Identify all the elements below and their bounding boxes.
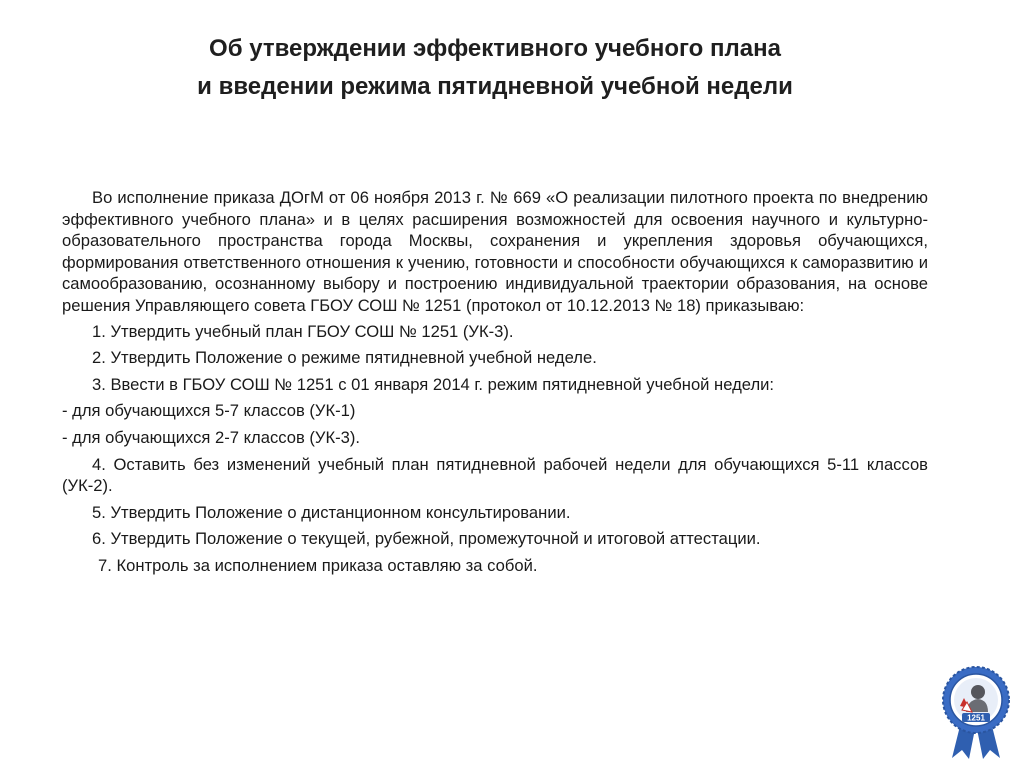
order-item-3: 3. Ввести в ГБОУ СОШ № 1251 с 01 января 2014 г. режим пятидневной учебной недели: <box>92 374 775 394</box>
order-item-4: 4. Оставить без изменений учебный план пятидневной рабочей недели для обучающихся 5-11 классов (УК-2). <box>62 454 928 496</box>
order-subitem-2-7: - для обучающихся 2-7 классов (УК-3). <box>62 427 361 447</box>
school-emblem-rosette-icon <box>942 666 1010 760</box>
order-item-5: 5. Утвердить Положение о дистанционном консультировании. <box>92 502 571 522</box>
title-line-1: Об утверждении эффективного учебного плана <box>209 35 781 62</box>
order-text <box>62 187 928 582</box>
order-item-7: 7. Контроль за исполнением приказа оставляю за собой. <box>98 555 538 575</box>
order-item-6: 6. Утвердить Положение о текущей, рубежной, промежуточной и итоговой аттестации. <box>92 529 761 549</box>
order-item-2: 2. Утвердить Положение о режиме пятидневной учебной неделе. <box>92 348 597 368</box>
order-item-1: 1. Утвердить учебный план ГБОУ СОШ № 1251 (УК-3). <box>92 321 514 341</box>
order-subitem-5-7: - для обучающихся 5-7 классов (УК-1) <box>62 401 356 421</box>
seal-number: 1251 <box>967 713 985 723</box>
page-title <box>60 30 930 106</box>
intro-paragraph: Во исполнение приказа ДОгМ от 06 ноября 2013 г. № 669 «О реализации пилотного проекта по внедрению эффективного учебного плана» и в целях расширения возможностей для освоения научного и культурно-образовательного пространства города Москвы, сохранения и укрепления здоровья обучающихся, формирования ответственного отношения к учению, готовности и способности обучающихся к саморазвитию и самообразованию, осознанному выбору и построению индивидуальной траектории образования, на основе решения Управляющего совета ГБОУ СОШ № 1251 (протокол от 10.12.2013 № 18) приказываю: <box>62 188 928 315</box>
title-line-2: и введении режима пятидневной учебной недели <box>197 73 793 100</box>
